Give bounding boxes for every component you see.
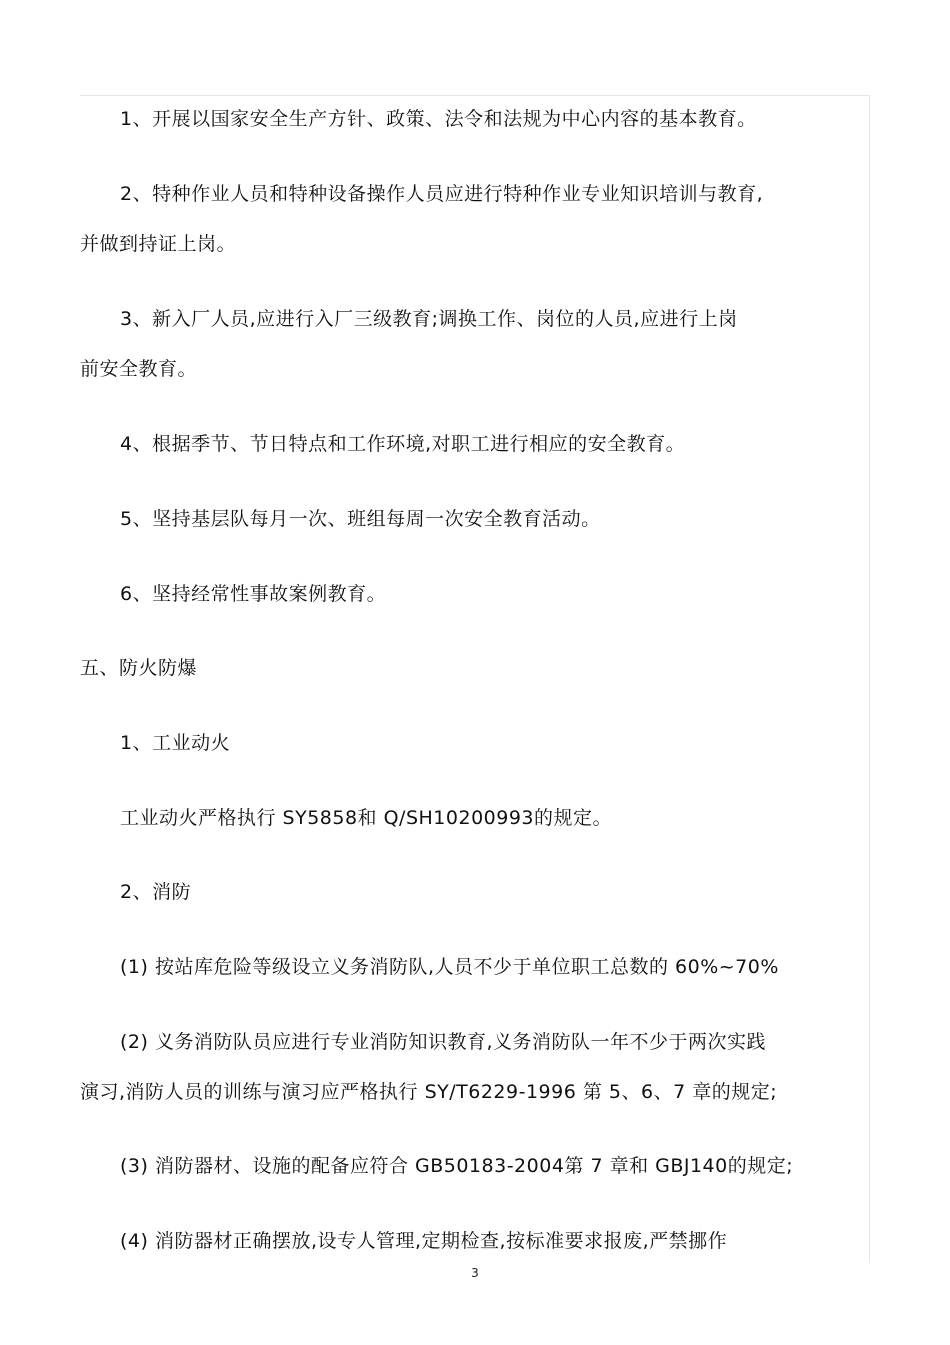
- section-heading: 五、防火防爆: [80, 657, 198, 679]
- text-line-17: (4) 消防器材正确摆放,设专人管理,定期检查,按标准要求报废,严禁挪作: [120, 1230, 728, 1252]
- text-line-4: 3、新入厂人员,应进行入厂三级教育;调换工作、岗位的人员,应进行上岗: [120, 308, 738, 330]
- text-line-7: 5、坚持基层队每月一次、班组每周一次安全教育活动。: [120, 508, 601, 530]
- text-line-5: 前安全教育。: [80, 358, 198, 380]
- page-frame-right: [869, 95, 870, 1263]
- page-frame-top: [80, 95, 870, 96]
- text-line-2: 2、特种作业人员和特种设备操作人员应进行特种作业专业知识培训与教育,: [120, 183, 764, 205]
- text-line-13: (1) 按站库危险等级设立义务消防队,人员不少于单位职工总数的 60%~70%: [120, 956, 779, 978]
- text-line-6: 4、根据季节、节日特点和工作环境,对职工进行相应的安全教育。: [120, 433, 686, 455]
- subsection-heading-2: 2、消防: [120, 881, 192, 903]
- text-line-15: 演习,消防人员的训练与演习应严格执行 SY/T6229-1996 第 5、6、7 章的规定;: [80, 1081, 778, 1103]
- text-line-8: 6、坚持经常性事故案例教育。: [120, 583, 387, 605]
- text-line-11: 工业动火严格执行 SY5858和 Q/SH10200993的规定。: [120, 807, 613, 829]
- text-line-16: (3) 消防器材、设施的配备应符合 GB50183-2004第 7 章和 GBJ140的规定;: [120, 1155, 794, 1177]
- subsection-heading-1: 1、工业动火: [120, 732, 231, 754]
- page-number: 3: [471, 1266, 479, 1280]
- text-line-1: 1、开展以国家安全生产方针、政策、法令和法规为中心内容的基本教育。: [120, 108, 757, 130]
- text-line-3: 并做到持证上岗。: [80, 233, 237, 255]
- text-line-14: (2) 义务消防队员应进行专业消防知识教育,义务消防队一年不少于两次实践: [120, 1031, 766, 1053]
